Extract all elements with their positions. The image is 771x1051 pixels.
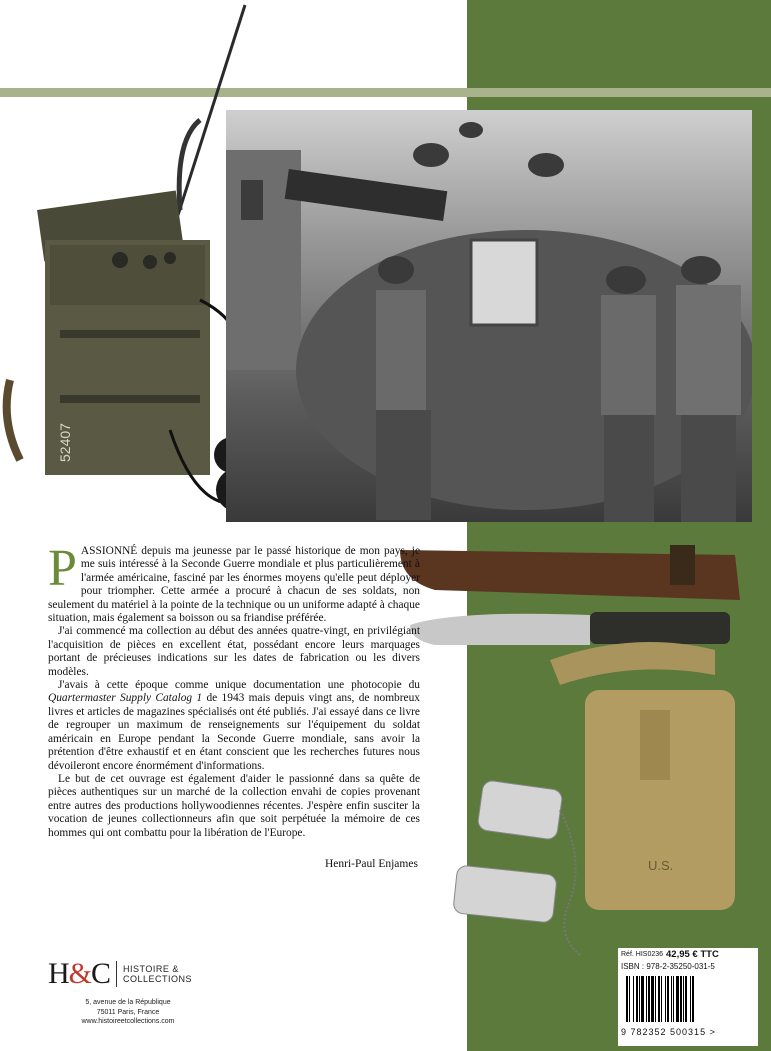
address-city: 75011 Paris, France (96, 1008, 160, 1016)
address-street: 5, avenue de la République (85, 999, 171, 1006)
paragraph-4: Le but de cet ouvrage est également d'aider le passionné dans sa quête de pièces authentiques sur un marché de la collection envahi de copies provenant entre autres des productions hollywoodiennes récentes. J'espère enfin susciter la vocation de jeunes collectionneurs afin que soit perpétuée la mémoire de ces hommes qui ont combattu pour la libération de l'Europe. (48, 772, 420, 839)
paragraph-1-text: depuis ma jeunesse par le passé historique de mon pays, je me suis intéressé à la Seconde Guerre mondiale et plus particulièrement à l'armée américaine, fasciné par les énormes moyens qu'elle peut déployer pour triompher. Cette armée a procuré à chacun de ses soldats, non seulement du matériel à la pointe de la technique ou un uniforme adapté à chaque situation, mais également sa boisson ou sa friandise préférée. (48, 545, 420, 625)
barcode-box (618, 948, 758, 1046)
body-text (48, 540, 420, 840)
logo-c: C (91, 957, 111, 990)
barcode-bar (694, 976, 695, 1022)
barcode-digits: 9 782352 500315 (621, 1027, 707, 1037)
barcode-bars (626, 976, 754, 1022)
publisher-name-line-2: COLLECTIONS (123, 974, 193, 984)
publisher-address (68, 998, 188, 1027)
publisher-name (123, 964, 192, 984)
equipment-image (395, 540, 745, 960)
logo-ampersand: & (68, 957, 92, 990)
soldiers-tank-photo (226, 110, 752, 522)
publisher-website: www.histoireetcollections.com (81, 1018, 175, 1025)
paragraph-3-text-a: J'avais à cette époque comme unique documentation une photocopie du (58, 679, 420, 692)
isbn: ISBN : 978-2-35250-031-5 (621, 962, 715, 971)
catalog-title: Quartermaster Supply Catalog 1 (48, 692, 203, 705)
price: 42,95 € TTC (666, 949, 719, 960)
logo-mark (48, 957, 110, 991)
paragraph-1 (48, 540, 420, 625)
publisher-name-line-1: HISTOIRE & (123, 964, 179, 974)
drop-cap: P (48, 540, 77, 597)
author-signature: Henri-Paul Enjames (325, 858, 418, 870)
first-word: ASSIONNÉ (80, 545, 138, 557)
paragraph-2: J'ai commencé ma collection au début des années quatre-vingt, en privilégiant l'acquisition de pièces en excellent état, possédant encore leurs marquages portant de précieuses indications sur les dates de fabrication ou les divers modèles. (48, 625, 420, 678)
canteen-marking: U.S. (648, 858, 674, 873)
barcode-number (621, 1027, 716, 1037)
publisher-logo (48, 958, 192, 990)
paragraph-3-text-b: de 1943 mais depuis vingt ans, de nombreux livres et articles de magazines spécialisés ont été publiés. J'ai essayé dans ce livre de regrouper un maximum de renseignements sur l'équipement du soldat américain en Europe pendant la Seconde Guerre mondiale, sans avoir la prétention d'être exhaustif et en étant conscient que les recherches futures nous dévoileront encore énormément d'informations. (48, 692, 420, 772)
paragraph-3 (48, 679, 420, 773)
reference-code: Réf. HIS0236 (621, 951, 664, 958)
radio-marking: 52407 (57, 423, 73, 462)
barcode-arrow: > (709, 1027, 716, 1037)
logo-separator (116, 961, 117, 987)
logo-h: H (48, 957, 69, 990)
